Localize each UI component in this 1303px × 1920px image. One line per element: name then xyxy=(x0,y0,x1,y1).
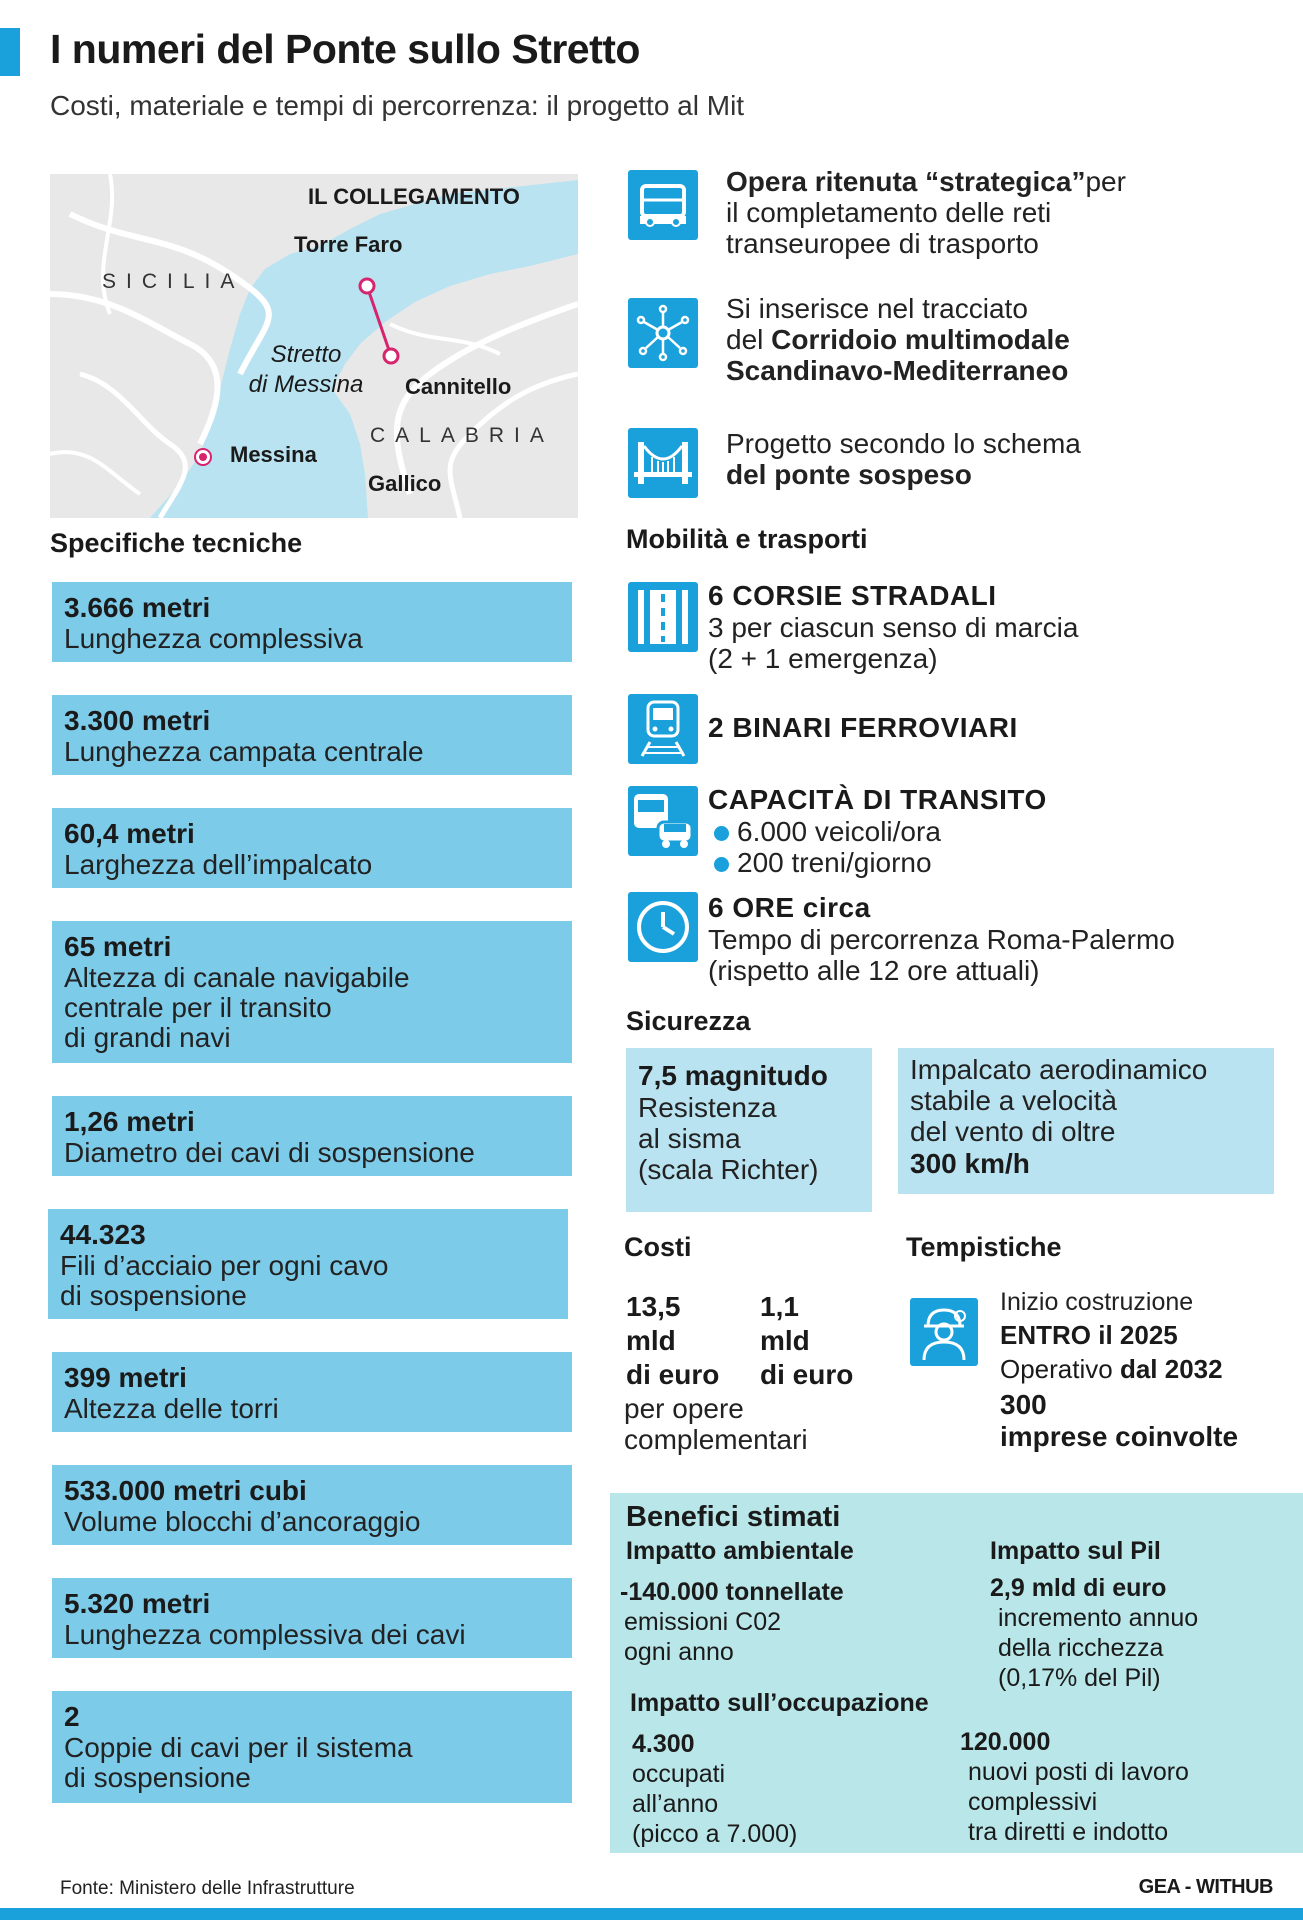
spec-desc: di grandi navi xyxy=(64,1022,231,1053)
spec-value: 3.300 metri xyxy=(64,705,211,736)
spec-desc: Altezza delle torri xyxy=(64,1393,279,1424)
design-line-2: del ponte sospeso xyxy=(726,459,972,490)
quake-value: 7,5 magnitudo xyxy=(638,1060,828,1091)
spec-box xyxy=(52,808,572,888)
spec-box xyxy=(52,1465,572,1545)
cost-note-line: complementari xyxy=(624,1424,808,1455)
gdp-block xyxy=(990,1573,1198,1693)
brand-credit: GEA - WITHUB xyxy=(1138,1876,1273,1898)
strait-line-2: di Messina xyxy=(248,371,364,398)
gdp-line: incremento annuo xyxy=(998,1604,1199,1632)
place-messina: Messina xyxy=(230,442,317,467)
region-sicily: SICILIA xyxy=(102,270,245,293)
companies-value: 300 xyxy=(1000,1389,1047,1420)
spec-desc: di sospensione xyxy=(64,1762,251,1793)
train-icon xyxy=(628,694,698,764)
jobs-a-line: all’anno xyxy=(632,1790,719,1818)
lanes-title: 6 CORSIE STRADALI xyxy=(708,580,997,611)
cost-note-line: per opere xyxy=(624,1393,744,1424)
jobs-a-line: (picco a 7.000) xyxy=(632,1820,798,1848)
spec-box xyxy=(48,1209,568,1319)
spec-desc: Lunghezza complessiva xyxy=(64,623,363,654)
costs-heading: Costi xyxy=(624,1232,692,1262)
lanes-line-1: 3 per ciascun senso di marcia xyxy=(708,612,1079,643)
capacity-title: CAPACITÀ DI TRANSITO xyxy=(708,784,1047,815)
env-block xyxy=(620,1577,844,1667)
spec-desc: Larghezza dell’impalcato xyxy=(64,849,373,880)
page-title: I numeri del Ponte sullo Stretto xyxy=(50,26,640,72)
jobs-a-value: 4.300 xyxy=(632,1730,695,1758)
page-subtitle: Costi, materiale e tempi di percorrenza: il progetto al Mit xyxy=(50,90,745,121)
travel-time-block xyxy=(708,892,1298,986)
env-value: -140.000 tonnellate xyxy=(620,1578,844,1606)
jobs-b-line: complessivi xyxy=(968,1788,1098,1816)
capacity-trains: 200 treni/giorno xyxy=(737,847,932,878)
time-line-2: (rispetto alle 12 ore attuali) xyxy=(708,955,1040,986)
road-lanes-icon xyxy=(628,582,698,652)
jobs-b-value: 120.000 xyxy=(960,1728,1051,1756)
map-heading: IL COLLEGAMENTO xyxy=(308,184,520,209)
suspension-bridge-icon xyxy=(628,428,698,498)
jobs-heading: Impatto sull’occupazione xyxy=(630,1689,929,1717)
cost-line: 13,5 xyxy=(626,1291,681,1322)
spec-desc: centrale per il transito xyxy=(64,992,332,1023)
quake-line: al sisma xyxy=(638,1123,741,1154)
spec-desc: Fili d’acciaio per ogni cavo xyxy=(60,1250,389,1281)
wind-line: stabile a velocità xyxy=(910,1085,1118,1116)
gdp-line: della ricchezza xyxy=(998,1634,1164,1662)
env-heading: Impatto ambientale xyxy=(626,1537,854,1565)
wind-line: del vento di oltre xyxy=(910,1116,1116,1147)
spec-value: 65 metri xyxy=(64,931,172,962)
spec-value: 533.000 metri cubi xyxy=(64,1475,307,1506)
gdp-value: 2,9 mld di euro xyxy=(990,1574,1167,1602)
cost-line: 1,1 xyxy=(760,1291,799,1322)
quake-box xyxy=(626,1048,872,1212)
worker-icon xyxy=(910,1298,978,1366)
truck-icon xyxy=(628,170,698,240)
clock-icon xyxy=(628,892,698,962)
env-line: emissioni C02 xyxy=(624,1608,782,1636)
jobs-a-block xyxy=(632,1729,797,1849)
wind-box xyxy=(898,1048,1274,1194)
strait-map xyxy=(50,174,578,518)
spec-value: 399 metri xyxy=(64,1362,187,1393)
cost-line: di euro xyxy=(760,1359,854,1390)
jobs-a-line: occupati xyxy=(632,1760,726,1788)
design-text xyxy=(726,428,1286,490)
region-calabria: CALABRIA xyxy=(370,424,554,447)
lanes-line-2: (2 + 1 emergenza) xyxy=(708,643,938,674)
strait-line-1: Stretto xyxy=(270,341,342,368)
place-gallico: Gallico xyxy=(368,471,442,496)
spec-desc: Altezza di canale navigabile xyxy=(64,962,410,993)
operative-value: dal 2032 xyxy=(1119,1354,1223,1384)
timeline-block xyxy=(1000,1286,1290,1452)
corridor-line-1: Si inserisce nel tracciato xyxy=(726,293,1028,324)
cost-line: mld xyxy=(626,1325,676,1356)
cost-line: di euro xyxy=(626,1359,720,1390)
strategic-rest-3: transeuropee di trasporto xyxy=(726,228,1039,259)
start-label: Inizio costruzione xyxy=(1000,1288,1194,1316)
jobs-b-line: tra diretti e indotto xyxy=(968,1818,1169,1846)
quake-line: Resistenza xyxy=(638,1092,777,1123)
jobs-b-block xyxy=(960,1727,1189,1847)
place-cannitello: Cannitello xyxy=(405,374,512,399)
corridor-line-2-plain: del xyxy=(726,324,772,355)
time-line-1: Tempo di percorrenza Roma-Palermo xyxy=(708,924,1175,955)
spec-desc: Lunghezza campata centrale xyxy=(64,736,424,767)
wind-value: 300 km/h xyxy=(910,1148,1030,1179)
corridor-line-2-bold: Corridoio multimodale xyxy=(771,324,1070,355)
design-line-1: Progetto secondo lo schema xyxy=(726,428,1081,459)
env-line: ogni anno xyxy=(624,1638,734,1666)
corridor-text xyxy=(726,293,1286,386)
source-note: Fonte: Ministero delle Infrastrutture xyxy=(60,1878,355,1899)
spec-box xyxy=(52,1096,572,1176)
spec-desc: Coppie di cavi per il sistema xyxy=(64,1732,413,1763)
spec-value: 60,4 metri xyxy=(64,818,195,849)
strategic-text xyxy=(726,166,1286,259)
bullet-dot xyxy=(714,857,729,872)
benefits-heading: Benefici stimati xyxy=(626,1501,841,1533)
costs-note xyxy=(624,1393,808,1455)
safety-heading: Sicurezza xyxy=(626,1006,751,1036)
spec-box xyxy=(52,1578,572,1658)
spec-value: 44.323 xyxy=(60,1219,146,1250)
strategic-rest-1: per xyxy=(1085,166,1126,197)
spec-desc: Volume blocchi d’ancoraggio xyxy=(64,1506,421,1537)
costs-extra xyxy=(760,1290,853,1392)
time-title: 6 ORE circa xyxy=(708,892,871,923)
bus-car-icon xyxy=(628,786,698,856)
footer-bar xyxy=(0,1908,1303,1920)
benefits-box xyxy=(610,1493,1303,1853)
spec-desc: di sospensione xyxy=(60,1280,247,1311)
jobs-b-line: nuovi posti di lavoro xyxy=(968,1758,1189,1786)
rail-title: 2 BINARI FERROVIARI xyxy=(708,712,1018,743)
cost-line: mld xyxy=(760,1325,810,1356)
spec-box xyxy=(52,1352,572,1432)
strategic-rest-2: il completamento delle reti xyxy=(726,197,1052,228)
capacity-vehicles: 6.000 veicoli/ora xyxy=(737,816,941,847)
title-accent-bar xyxy=(0,28,20,76)
wind-line: Impalcato aerodinamico xyxy=(910,1054,1208,1085)
place-torre-faro: Torre Faro xyxy=(294,232,403,257)
spec-value: 3.666 metri xyxy=(64,592,211,623)
specs-heading: Specifiche tecniche xyxy=(50,528,303,558)
corridor-line-3: Scandinavo-Mediterraneo xyxy=(726,355,1069,386)
network-icon xyxy=(628,298,698,368)
spec-box xyxy=(52,921,572,1063)
spec-desc: Diametro dei cavi di sospensione xyxy=(64,1137,475,1168)
spec-value: 5.320 metri xyxy=(64,1588,211,1619)
gdp-heading: Impatto sul Pil xyxy=(990,1537,1161,1565)
operative-label: Operativo xyxy=(1000,1354,1120,1384)
bullet-dot xyxy=(714,826,729,841)
spec-value: 1,26 metri xyxy=(64,1106,195,1137)
spec-value: 2 xyxy=(64,1701,80,1732)
gdp-line: (0,17% del Pil) xyxy=(998,1664,1161,1692)
spec-box xyxy=(52,695,572,775)
strategic-bold: Opera ritenuta “strategica” xyxy=(726,166,1086,197)
companies-label: imprese coinvolte xyxy=(1000,1421,1239,1452)
timeline-heading: Tempistiche xyxy=(906,1232,1062,1262)
mobility-heading: Mobilità e trasporti xyxy=(626,524,868,554)
spec-desc: Lunghezza complessiva dei cavi xyxy=(64,1619,466,1650)
strait-name xyxy=(238,340,374,400)
costs-main xyxy=(626,1290,719,1392)
lanes-block xyxy=(708,580,1298,674)
spec-box xyxy=(52,1691,572,1803)
start-value: ENTRO il 2025 xyxy=(1000,1320,1178,1350)
capacity-block xyxy=(708,784,1298,878)
quake-line: (scala Richter) xyxy=(638,1154,819,1185)
spec-box xyxy=(52,582,572,662)
